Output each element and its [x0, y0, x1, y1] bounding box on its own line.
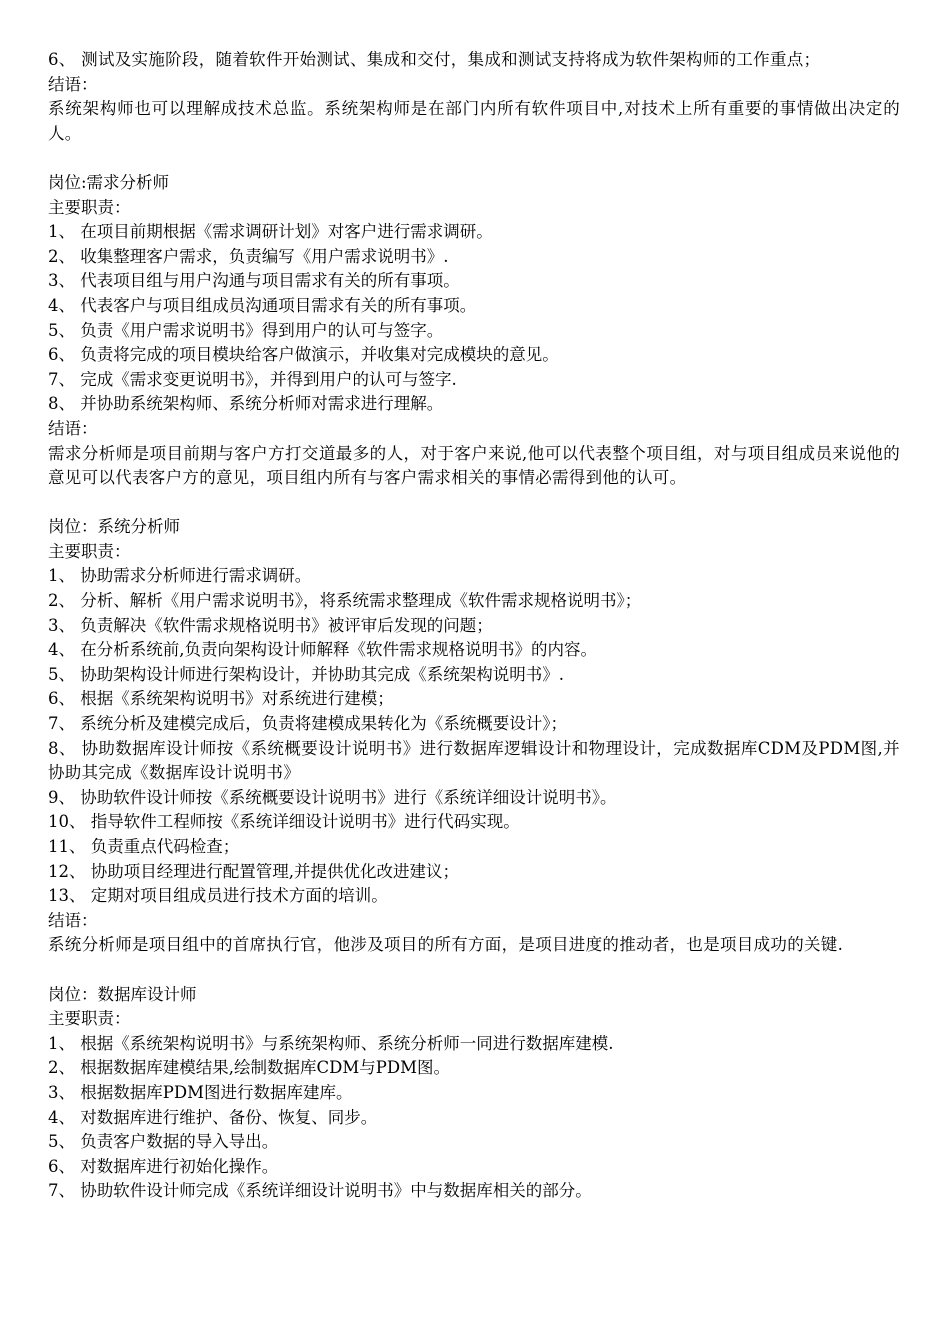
duty-item: 5、 负责客户数据的导入导出。	[48, 1132, 279, 1152]
section-requirements-analyst	[48, 171, 900, 491]
section-database-designer	[48, 983, 900, 1204]
duties-label: 主要职责：	[48, 197, 131, 217]
intro-conclusion-label: 结语：	[48, 74, 98, 94]
duty-item: 8、 并协助系统架构师、系统分析师对需求进行理解。	[48, 394, 444, 414]
duty-item: 7、 协助软件设计师完成《系统详细设计说明书》中与数据库相关的部分。	[48, 1181, 592, 1201]
intro-item-6: 6、 测试及实施阶段，随着软件开始测试、集成和交付，集成和测试支持将成为软件架构师的工作重点；	[48, 50, 821, 69]
duty-item: 7、 完成《需求变更说明书》，并得到用户的认可与签字.	[48, 369, 457, 389]
duty-item: 5、 负责《用户需求说明书》得到用户的认可与签字。	[48, 320, 444, 340]
duty-item: 12、 协助项目经理进行配置管理,并提供优化改进建议；	[48, 861, 459, 881]
duty-item: 1、 协助需求分析师进行需求调研。	[48, 566, 312, 586]
section-title: 岗位：系统分析师	[48, 517, 180, 537]
section-gap	[48, 146, 900, 171]
duty-item: 7、 系统分析及建模完成后，负责将建模成果转化为《系统概要设计》；	[48, 714, 567, 734]
duty-item: 6、 对数据库进行初始化操作。	[48, 1156, 279, 1176]
duty-item: 9、 协助软件设计师按《系统概要设计说明书》进行《系统详细设计说明书》。	[48, 787, 617, 807]
duty-item: 10、 指导软件工程师按《系统详细设计说明书》进行代码实现。	[48, 812, 520, 832]
document-body	[48, 48, 900, 1204]
duty-item: 2、 分析、解析《用户需求说明书》，将系统需求整理成《软件需求规格说明书》；	[48, 591, 642, 611]
duty-item: 4、 代表客户与项目组成员沟通项目需求有关的所有事项。	[48, 295, 477, 315]
duty-item: 2、 收集整理客户需求，负责编写《用户需求说明书》.	[48, 246, 449, 266]
duty-item: 6、 负责将完成的项目模块给客户做演示，并收集对完成模块的意见。	[48, 345, 559, 365]
section-gap	[48, 491, 900, 516]
duty-item: 11、 负责重点代码检查；	[48, 837, 240, 856]
duty-item: 1、 在项目前期根据《需求调研计划》对客户进行需求调研。	[48, 222, 493, 242]
section-gap	[48, 958, 900, 983]
duty-item: 3、 根据数据库PDM图进行数据库建库。	[48, 1082, 353, 1102]
duty-item: 13、 定期对项目组成员进行技术方面的培训。	[48, 886, 388, 906]
conclusion-label: 结语：	[48, 418, 98, 438]
section-title: 岗位：数据库设计师	[48, 984, 197, 1004]
duty-item: 6、 根据《系统架构说明书》对系统进行建模；	[48, 689, 394, 709]
section-system-analyst	[48, 515, 900, 958]
conclusion-text: 需求分析师是项目前期与客户方打交道最多的人，对于客户来说,他可以代表整个项目组，对与项目组成员来说他的意见可以代表客户方的意见，项目组内所有与客户需求相关的事情必需得到他的认可。	[48, 443, 900, 488]
duty-item: 3、 负责解决《软件需求规格说明书》被评审后发现的问题；	[48, 615, 493, 635]
section-title: 岗位:需求分析师	[48, 172, 170, 192]
intro-conclusion: 系统架构师也可以理解成技术总监。系统架构师是在部门内所有软件项目中,对技术上所有重要的事情做出决定的人。	[48, 99, 900, 143]
duty-item: 1、 根据《系统架构说明书》与系统架构师、系统分析师一同进行数据库建模.	[48, 1033, 614, 1053]
duties-label: 主要职责：	[48, 541, 131, 561]
conclusion-label: 结语：	[48, 910, 98, 930]
duty-item: 4、 在分析系统前,负责向架构设计师解释《软件需求规格说明书》的内容。	[48, 640, 597, 660]
duties-label: 主要职责：	[48, 1009, 131, 1029]
duty-item: 4、 对数据库进行维护、备份、恢复、同步。	[48, 1107, 378, 1127]
duty-item: 2、 根据数据库建模结果,绘制数据库CDM与PDM图。	[48, 1058, 450, 1078]
duty-item: 8、 协助数据库设计师按《系统概要设计说明书》进行数据库逻辑设计和物理设计，完成数据库CDM及PDM图,并协助其完成《数据库设计说明书》	[48, 738, 900, 783]
duty-item: 5、 协助架构设计师进行架构设计，并协助其完成《系统架构说明书》.	[48, 664, 564, 684]
duty-item: 3、 代表项目组与用户沟通与项目需求有关的所有事项。	[48, 271, 460, 291]
conclusion-text: 系统分析师是项目组中的首席执行官，他涉及项目的所有方面，是项目进度的推动者，也是项目成功的关键.	[48, 935, 844, 955]
